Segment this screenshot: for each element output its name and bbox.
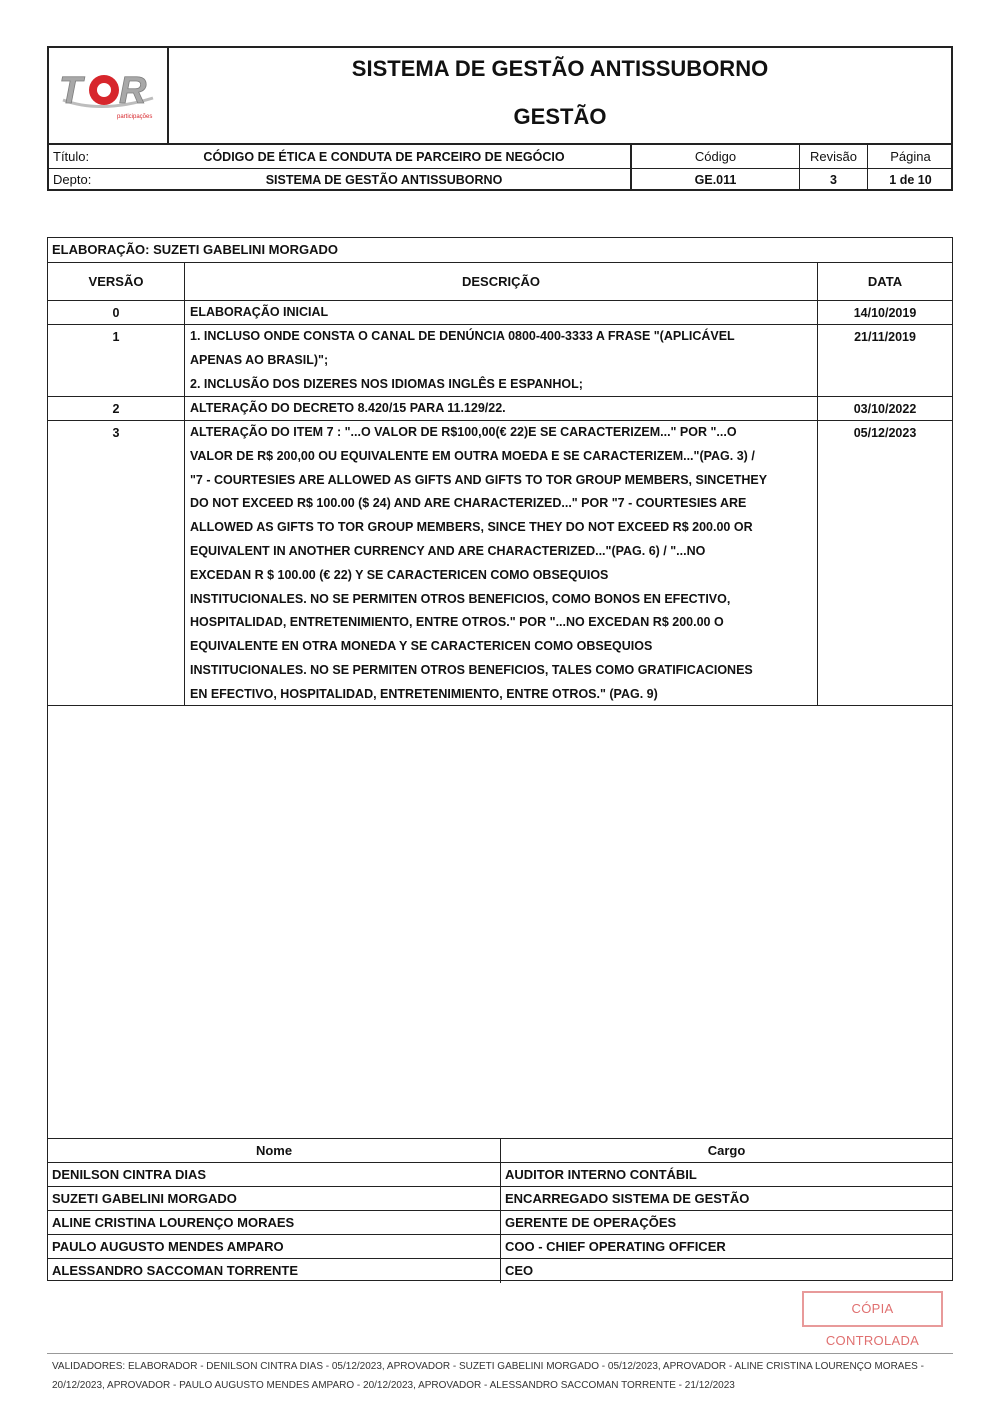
signer-row [48, 1259, 952, 1283]
elaboracao-label: ELABORAÇÃO: SUZETI GABELINI MORGADO [48, 238, 952, 263]
description-line: EQUIVALENT IN ANOTHER CURRENCY AND ARE CHARACTERIZED..."(PAG. 6) / "...NO [190, 543, 706, 558]
revision-version: 1 [112, 330, 120, 344]
logo-cell [49, 48, 169, 143]
signer-name: SUZETI GABELINI MORGADO [52, 1191, 237, 1206]
revision-row [48, 421, 952, 706]
signers-header [48, 1139, 952, 1163]
revision-date: 21/11/2019 [817, 325, 952, 396]
header-row-depto [49, 169, 951, 191]
revision-row [48, 325, 952, 397]
header-meta-grid [49, 143, 951, 189]
signer-name: PAULO AUGUSTO MENDES AMPARO [52, 1239, 284, 1254]
description-line: ALTERAÇÃO DO DECRETO 8.420/15 PARA 11.129/22. [190, 401, 506, 415]
revision-date: 14/10/2019 [817, 301, 952, 324]
col-header-nome: Nome [255, 1143, 293, 1158]
revision-description [184, 421, 817, 705]
description-line: APENAS AO BRASIL)"; [190, 352, 329, 367]
validators-footer [52, 1357, 952, 1395]
description-line: VALOR DE R$ 200,00 OU EQUIVALENTE EM OUTRA MOEDA E SE CARACTERIZEM..."(PAG. 3) / [190, 448, 755, 463]
signer-row [48, 1211, 952, 1235]
depto-value: SISTEMA DE GESTÃO ANTISSUBORNO [265, 173, 503, 187]
description-line: "7 - COURTESIES ARE ALLOWED AS GIFTS AND GIFTS TO TOR GROUP MEMBERS, SINCETHEY [190, 472, 768, 487]
description-line: ALLOWED AS GIFTS TO TOR GROUP MEMBERS, SINCE THEY DO NOT EXCEED R$ 200.00 OR [190, 520, 753, 535]
description-line: DO NOT EXCEED R$ 100.00 ($ 24) AND ARE CHARACTERIZED..." POR "7 - COURTESIES ARE [190, 496, 747, 511]
signer-role: GERENTE DE OPERAÇÕES [500, 1211, 952, 1234]
pagina-label: Página [867, 145, 953, 168]
revision-row [48, 397, 952, 421]
revision-date: 05/12/2023 [817, 421, 952, 705]
description-line: EN EFECTIVO, HOSPITALIDAD, ENTRETENIMIENTO, ENTRE OTROS." (PAG. 9) [190, 686, 658, 701]
signer-row [48, 1163, 952, 1187]
signer-row [48, 1187, 952, 1211]
controlled-copy-stamp: CÓPIA CONTROLADA [802, 1291, 943, 1327]
revision-description [184, 397, 817, 420]
system-title: SISTEMA DE GESTÃO ANTISSUBORNO [351, 56, 769, 81]
signer-role: AUDITOR INTERNO CONTÁBIL [500, 1163, 952, 1186]
revision-version: 2 [112, 402, 120, 416]
svg-text:R: R [119, 70, 147, 112]
revision-version: 3 [112, 426, 120, 440]
footer-divider [47, 1353, 953, 1354]
titulo-label: Título: [53, 149, 90, 164]
description-line: INSTITUCIONALES. NO SE PERMITEN OTROS BENEFICIOS, TALES COMO GRATIFICACIONES [190, 662, 753, 677]
description-line: ELABORAÇÃO INICIAL [190, 305, 329, 319]
description-line: 2. INCLUSÃO DOS DIZERES NOS IDIOMAS INGLÊS E ESPANHOL; [190, 376, 583, 391]
revisao-label: Revisão [799, 145, 867, 168]
col-header-data: DATA [817, 263, 952, 301]
footer-line: VALIDADORES: ELABORADOR - DENILSON CINTRA DIAS - 05/12/2023, APROVADOR - SUZETI GABELINI MORGADO - 05/12/2023, APROVADOR - ALINE CRISTINA LOURENÇO MORAES - [52, 1361, 924, 1372]
header-row-titulo [49, 145, 951, 169]
revision-version: 0 [112, 306, 120, 320]
signer-role: COO - CHIEF OPERATING OFFICER [500, 1235, 952, 1258]
header-title-cell [169, 48, 951, 143]
codigo-label: Código [630, 145, 799, 168]
col-header-cargo: Cargo [500, 1139, 952, 1162]
signer-row [48, 1235, 952, 1259]
description-line: HOSPITALIDAD, ENTRETENIMIENTO, ENTRE OTROS." POR "...NO EXCEDAN R$ 200.00 O [190, 615, 724, 630]
revision-description [184, 301, 817, 324]
revision-row [48, 301, 952, 325]
col-header-versao: VERSÃO [48, 263, 184, 301]
revision-date: 03/10/2022 [817, 397, 952, 420]
revision-history [47, 237, 953, 1281]
company-logo [49, 48, 167, 141]
description-line: EQUIVALENTE EN OTRA MONEDA Y SE CARACTERICEN COMO OBSEQUIOS [190, 639, 653, 654]
footer-line: 20/12/2023, APROVADOR - PAULO AUGUSTO MENDES AMPARO - 20/12/2023, APROVADOR - ALESSANDRO SACCOMAN TORRENTE - 21/12/2023 [52, 1380, 735, 1391]
description-line: ALTERAÇÃO DO ITEM 7 : "...O VALOR DE R$100,00(€ 22)E SE CARACTERIZEM..." POR "...O [190, 425, 737, 439]
description-line: EXCEDAN R $ 100.00 (€ 22) Y SE CARACTERICEN COMO OBSEQUIOS [190, 567, 609, 582]
titulo-value: CÓDIGO DE ÉTICA E CONDUTA DE PARCEIRO DE NEGÓCIO [203, 150, 565, 164]
section-title: GESTÃO [513, 104, 607, 129]
depto-label: Depto: [53, 172, 92, 187]
codigo-value: GE.011 [630, 169, 799, 191]
signer-role: CEO [500, 1259, 952, 1283]
description-line: INSTITUCIONALES. NO SE PERMITEN OTROS BENEFICIOS, COMO BONOS EN EFECTIVO, [190, 591, 731, 606]
logo-subtitle: participações [117, 114, 153, 120]
description-line: 1. INCLUSO ONDE CONSTA O CANAL DE DENÚNCIA 0800-400-3333 A FRASE "(APLICÁVEL [190, 329, 735, 343]
svg-text:T: T [59, 70, 83, 112]
signer-role: ENCARREGADO SISTEMA DE GESTÃO [500, 1187, 952, 1210]
document-header [47, 46, 953, 191]
signer-name: DENILSON CINTRA DIAS [52, 1167, 207, 1182]
signer-name: ALESSANDRO SACCOMAN TORRENTE [52, 1263, 299, 1278]
signer-name: ALINE CRISTINA LOURENÇO MORAES [52, 1215, 295, 1230]
revision-description [184, 325, 817, 396]
revisao-value: 3 [799, 169, 867, 191]
signers-table [48, 1138, 952, 1280]
pagina-value: 1 de 10 [867, 169, 953, 191]
col-header-descricao: DESCRIÇÃO [184, 263, 817, 301]
